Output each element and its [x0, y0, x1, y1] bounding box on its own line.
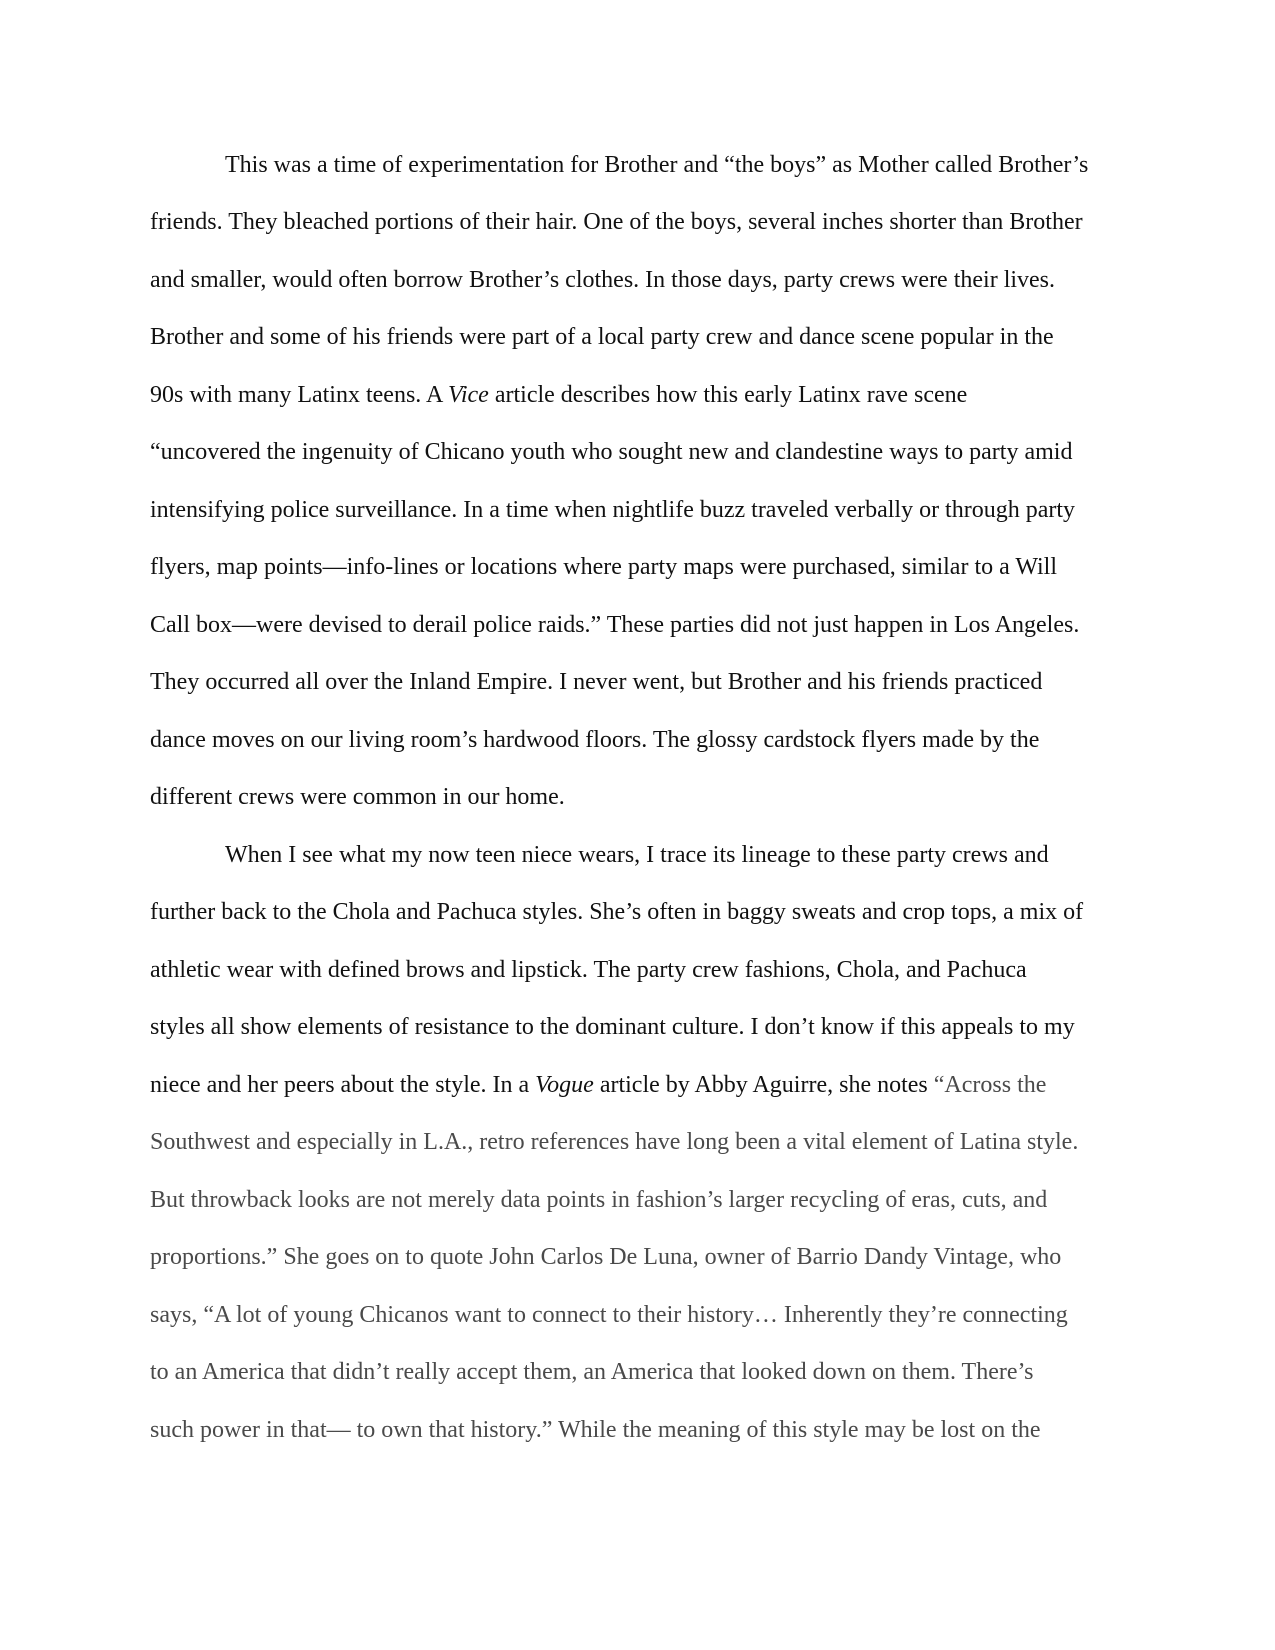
- paragraph-line: further back to the Chola and Pachuca styles. She’s often in baggy sweats and crop tops, a mix of: [150, 899, 1084, 925]
- text-span: article by Abby Aguirre, she notes: [593, 1072, 934, 1098]
- paragraph-line: athletic wear with defined brows and lipstick. The party crew fashions, Chola, and Pachuca: [150, 957, 1027, 983]
- paragraph-line: intensifying police surveillance. In a time when nightlife buzz traveled verbally or through party: [150, 497, 1076, 523]
- paragraph-line: When I see what my now teen niece wears, I trace its lineage to these party crews and: [225, 842, 1049, 868]
- paragraph-line: [150, 380, 967, 410]
- paragraph-line: Brother and some of his friends were part of a local party crew and dance scene popular in the: [150, 324, 1054, 350]
- paragraph-line: “uncovered the ingenuity of Chicano youth who sought new and clandestine ways to party amid: [150, 439, 1073, 465]
- quoted-line: says, “A lot of young Chicanos want to connect to their history… Inherently they’re connecting: [150, 1302, 1068, 1328]
- paragraph-line: They occurred all over the Inland Empire. I never went, but Brother and his friends practiced: [150, 669, 1043, 695]
- paragraph-line: flyers, map points—info-lines or locations where party maps were purchased, similar to a Will: [150, 554, 1058, 580]
- quoted-line: But throwback looks are not merely data points in fashion’s larger recycling of eras, cuts, and: [150, 1187, 1048, 1213]
- text-span: 90s with many Latinx teens. A: [150, 382, 448, 408]
- paragraph-line: [150, 1070, 1046, 1100]
- publication-title: Vogue: [535, 1072, 594, 1098]
- paragraph-line: dance moves on our living room’s hardwood floors. The glossy cardstock flyers made by the: [150, 727, 1040, 753]
- paragraph-line: styles all show elements of resistance to the dominant culture. I don’t know if this appeals to my: [150, 1014, 1075, 1040]
- paragraph-line: Call box—were devised to derail police raids.” These parties did not just happen in Los Angeles.: [150, 612, 1080, 638]
- paragraph-line: different crews were common in our home.: [150, 784, 565, 810]
- paragraph-line: and smaller, would often borrow Brother’s clothes. In those days, party crews were their lives.: [150, 267, 1056, 293]
- text-span: niece and her peers about the style. In a: [150, 1072, 536, 1098]
- quoted-text: “Across the: [933, 1072, 1047, 1098]
- paragraph-line: This was a time of experimentation for Brother and “the boys” as Mother called Brother’s: [225, 152, 1089, 178]
- paragraph-line: friends. They bleached portions of their hair. One of the boys, several inches shorter than Brother: [150, 209, 1083, 235]
- quoted-line: proportions.” She goes on to quote John Carlos De Luna, owner of Barrio Dandy Vintage, who: [150, 1244, 1062, 1270]
- quoted-line: Southwest and especially in L.A., retro references have long been a vital element of Latina style.: [150, 1129, 1079, 1155]
- text-span: article describes how this early Latinx rave scene: [488, 382, 968, 408]
- quoted-line: such power in that— to own that history.” While the meaning of this style may be lost on the: [150, 1417, 1041, 1443]
- publication-title: Vice: [447, 382, 489, 408]
- quoted-line: to an America that didn’t really accept them, an America that looked down on them. There’s: [150, 1359, 1034, 1385]
